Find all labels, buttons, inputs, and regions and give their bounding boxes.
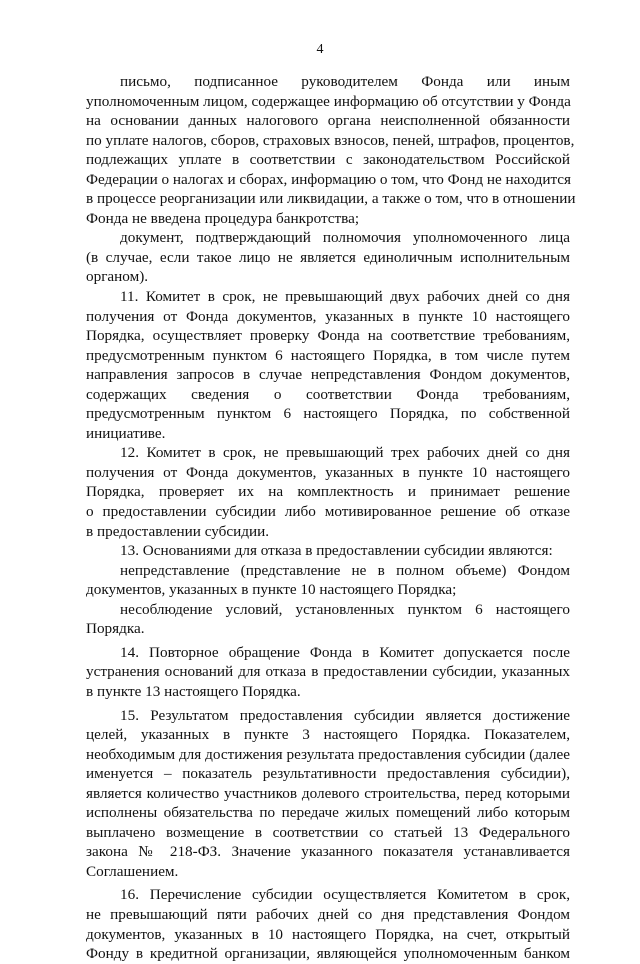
text-line: (в случае, если такое лицо не является единоличным исполнительным (86, 248, 570, 266)
text-line: 16. Перечисление субсидии осуществляется Комитетом в срок, (120, 886, 570, 904)
text-line: уполномоченным лицом, содержащее информацию об отсутствии у Фонда (86, 92, 571, 110)
text-line: закона № 218-ФЗ. Значение указанного показателя устанавливается (86, 843, 570, 861)
text-line: документов, указанных в 10 настоящего Порядка, на счет, открытый (86, 925, 570, 943)
text-line: 15. Результатом предоставления субсидии является достижение (120, 706, 570, 724)
text-line: является количество участников долевого строительства, перед которыми (86, 784, 570, 802)
text-line: необходимым для достижения результата предоставления субсидии (далее (86, 745, 570, 763)
text-line: целей, указанных в пункте 3 настоящего Порядка. Показателем, (86, 726, 570, 744)
text-line: 11. Комитет в срок, не превышающий двух рабочих дней со дня (120, 288, 570, 306)
text-line: на основании данных налогового органа неисполненной обязанности (86, 112, 570, 130)
text-line: Федерации о налогах и сборах, информацию о том, что Фонд не находится (86, 170, 571, 188)
text-line: органом). (86, 268, 149, 286)
page-number: 4 (316, 42, 324, 57)
text-line: несоблюдение условий, установленных пунктом 6 настоящего (120, 600, 570, 618)
text-line: письмо, подписанное руководителем Фонда или иным (120, 73, 570, 90)
text-line: исполнены обязательства по передаче жилых помещений либо которым (86, 804, 570, 822)
text-line: не превышающий пяти рабочих дней со дня представления Фондом (86, 905, 570, 923)
text-line: устранения оснований для отказа в предоставлении субсидии, указанных (86, 663, 570, 681)
text-line: предусмотренным пунктом 6 настоящего Порядка, в том числе путем (86, 346, 570, 364)
text-line: подлежащих уплате в соответствии с законодательством Российской (86, 151, 570, 169)
text-line: Порядка, проверяет их на комплектность и принимает решение (86, 483, 570, 501)
text-line: получения от Фонда документов, указанных в пункте 10 настоящего (86, 463, 570, 481)
text-line: инициативе. (86, 424, 166, 442)
text-line: непредставление (представление не в полном объеме) Фондом (120, 561, 570, 579)
text-line: в предоставлении субсидии. (86, 522, 270, 540)
text-line: документ, подтверждающий полномочия уполномоченного лица (120, 229, 570, 247)
text-line: Порядка. (86, 620, 145, 638)
text-line: 12. Комитет в срок, не превышающий трех рабочих дней со дня (120, 444, 570, 462)
text-line: именуется – показатель результативности предоставления субсидии), (86, 765, 570, 783)
text-line: Соглашением. (86, 862, 179, 880)
text-line: в процессе реорганизации или ликвидации, а также о том, что в отношении (86, 190, 576, 208)
text-line: Фонду в кредитной организации, являющейся уполномоченным банком (86, 945, 570, 963)
text-line: в пункте 13 настоящего Порядка. (86, 682, 301, 700)
text-line: содержащих сведения о соответствии Фонда требованиям, (86, 385, 570, 403)
document-body (86, 72, 576, 964)
text-line: по уплате налогов, сборов, страховых взносов, пеней, штрафов, процентов, (86, 131, 575, 149)
text-line: Порядка, осуществляет проверку Фонда на соответствие требованиям, (86, 327, 570, 345)
text-line: 13. Основаниями для отказа в предоставлении субсидии являются: (120, 542, 553, 560)
text-line: Фонда не введена процедура банкротства; (86, 209, 360, 227)
text-line: документов, указанных в пункте 10 настоящего Порядка; (86, 581, 457, 599)
text-line: направления запросов в случае непредставления Фондом документов, (86, 366, 570, 384)
text-line: получения от Фонда документов, указанных в пункте 10 настоящего (86, 307, 570, 325)
text-line: о предоставлении субсидии либо мотивированное решение об отказе (86, 503, 570, 521)
text-line: предусмотренным пунктом 6 настоящего Порядка, по собственной (86, 405, 570, 423)
text-line: 14. Повторное обращение Фонда в Комитет допускается после (120, 643, 570, 661)
text-line: выплачено возмещение в соответствии со статьей 13 Федерального (86, 823, 570, 841)
